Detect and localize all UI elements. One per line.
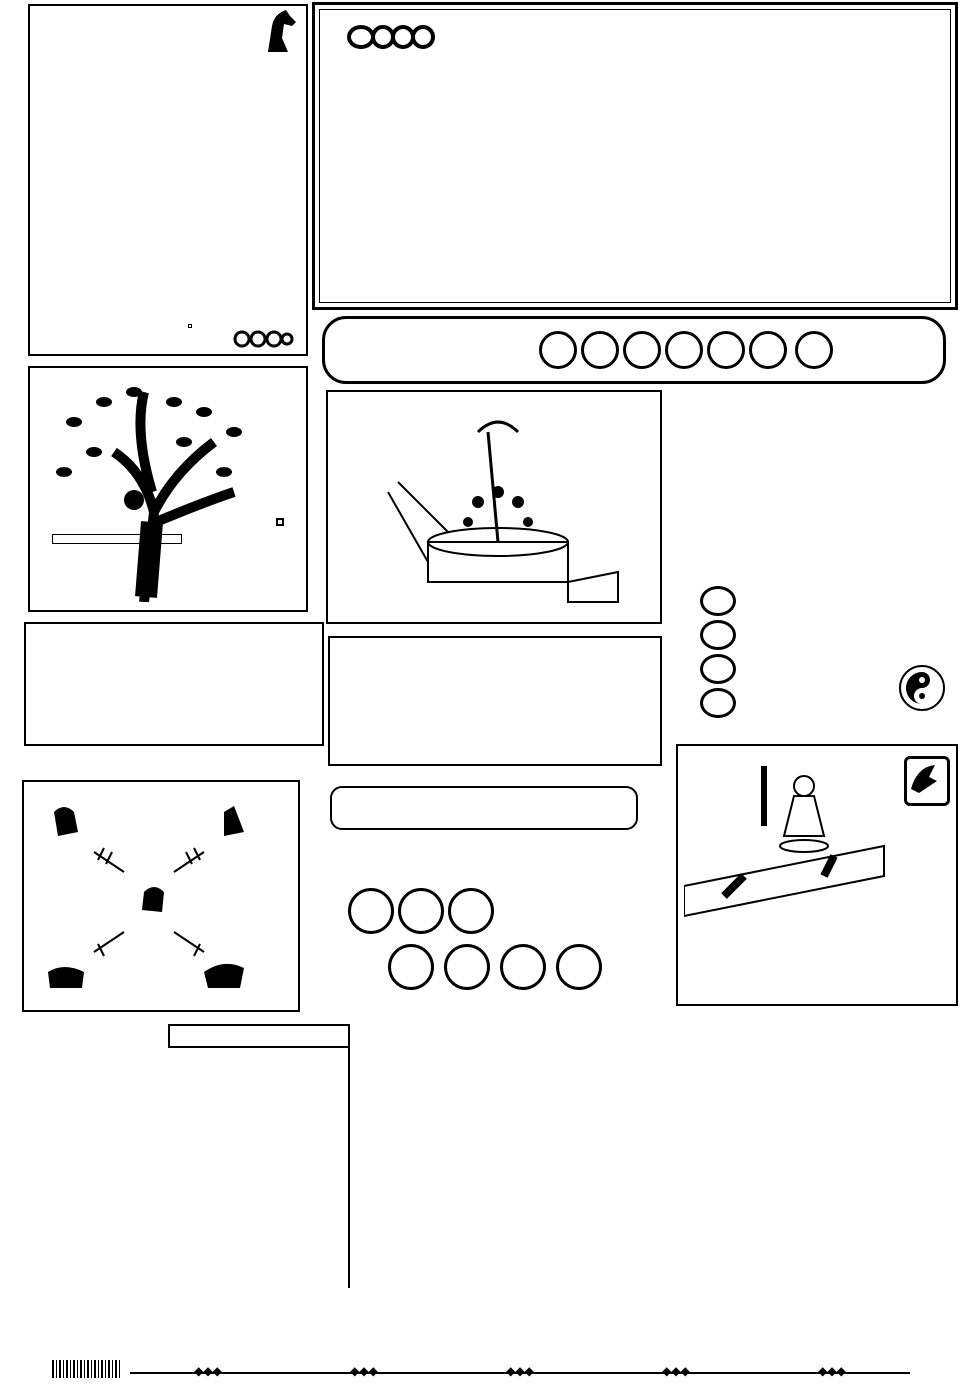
doctor-nums-row — [388, 944, 606, 990]
tree-caption — [52, 534, 182, 544]
money-tree-box — [28, 366, 308, 612]
results-dot-grid — [348, 1024, 804, 1288]
draw-ball — [749, 331, 787, 369]
poem-box — [24, 622, 324, 746]
diamond-icon: ◆◆◆ — [506, 1364, 534, 1378]
treasure-seal-icon — [904, 756, 950, 806]
draw-ball — [665, 331, 703, 369]
palace-ball — [700, 688, 736, 718]
draw-ball — [581, 331, 619, 369]
diamond-icon: ◆◆◆ — [818, 1364, 846, 1378]
treasure-map — [676, 744, 958, 1006]
special-ball — [795, 331, 833, 369]
center-illustration — [326, 390, 662, 624]
schedule-body — [692, 448, 878, 582]
results-title — [168, 1024, 350, 1048]
draw-ball — [539, 331, 577, 369]
doctor-ball — [444, 944, 490, 990]
doctor-ball — [500, 944, 546, 990]
draw-ball — [707, 331, 745, 369]
barcode-icon — [52, 1360, 122, 1378]
verse-box — [328, 636, 662, 766]
palace-ball — [700, 620, 736, 650]
doctor-ball — [388, 944, 434, 990]
masthead — [312, 2, 958, 310]
draw-ball — [623, 331, 661, 369]
draw-box — [322, 316, 946, 384]
notice-logo-icon — [232, 328, 294, 354]
doctor-title — [330, 786, 638, 830]
tree-side — [276, 518, 284, 526]
nine-palace-numbers — [700, 586, 740, 718]
draw-balls — [539, 331, 837, 369]
zodiac-animals-icon — [34, 792, 292, 1004]
doctor-ball — [398, 888, 444, 934]
palace-ball — [700, 586, 736, 616]
doctor-ball — [556, 944, 602, 990]
doctor-ball — [448, 888, 494, 934]
diamond-icon: ◆◆◆ — [662, 1364, 690, 1378]
horse-logo-icon — [260, 8, 300, 58]
notice-box — [28, 4, 308, 356]
monk-scene-icon — [684, 766, 894, 966]
diamond-icon: ◆◆◆ — [350, 1364, 378, 1378]
bagua-icon — [898, 664, 946, 716]
tree-illustration-icon — [34, 372, 264, 602]
footer-diamonds — [130, 1364, 910, 1378]
palace-ball — [700, 654, 736, 684]
notice-stamp — [188, 324, 192, 328]
doctor-ball — [348, 888, 394, 934]
masthead-logo-icon — [347, 17, 437, 55]
flower-pot-icon — [368, 412, 628, 612]
doctor-main-row — [342, 888, 504, 934]
zodiac-box — [22, 780, 300, 1012]
diamond-icon: ◆◆◆ — [194, 1364, 222, 1378]
